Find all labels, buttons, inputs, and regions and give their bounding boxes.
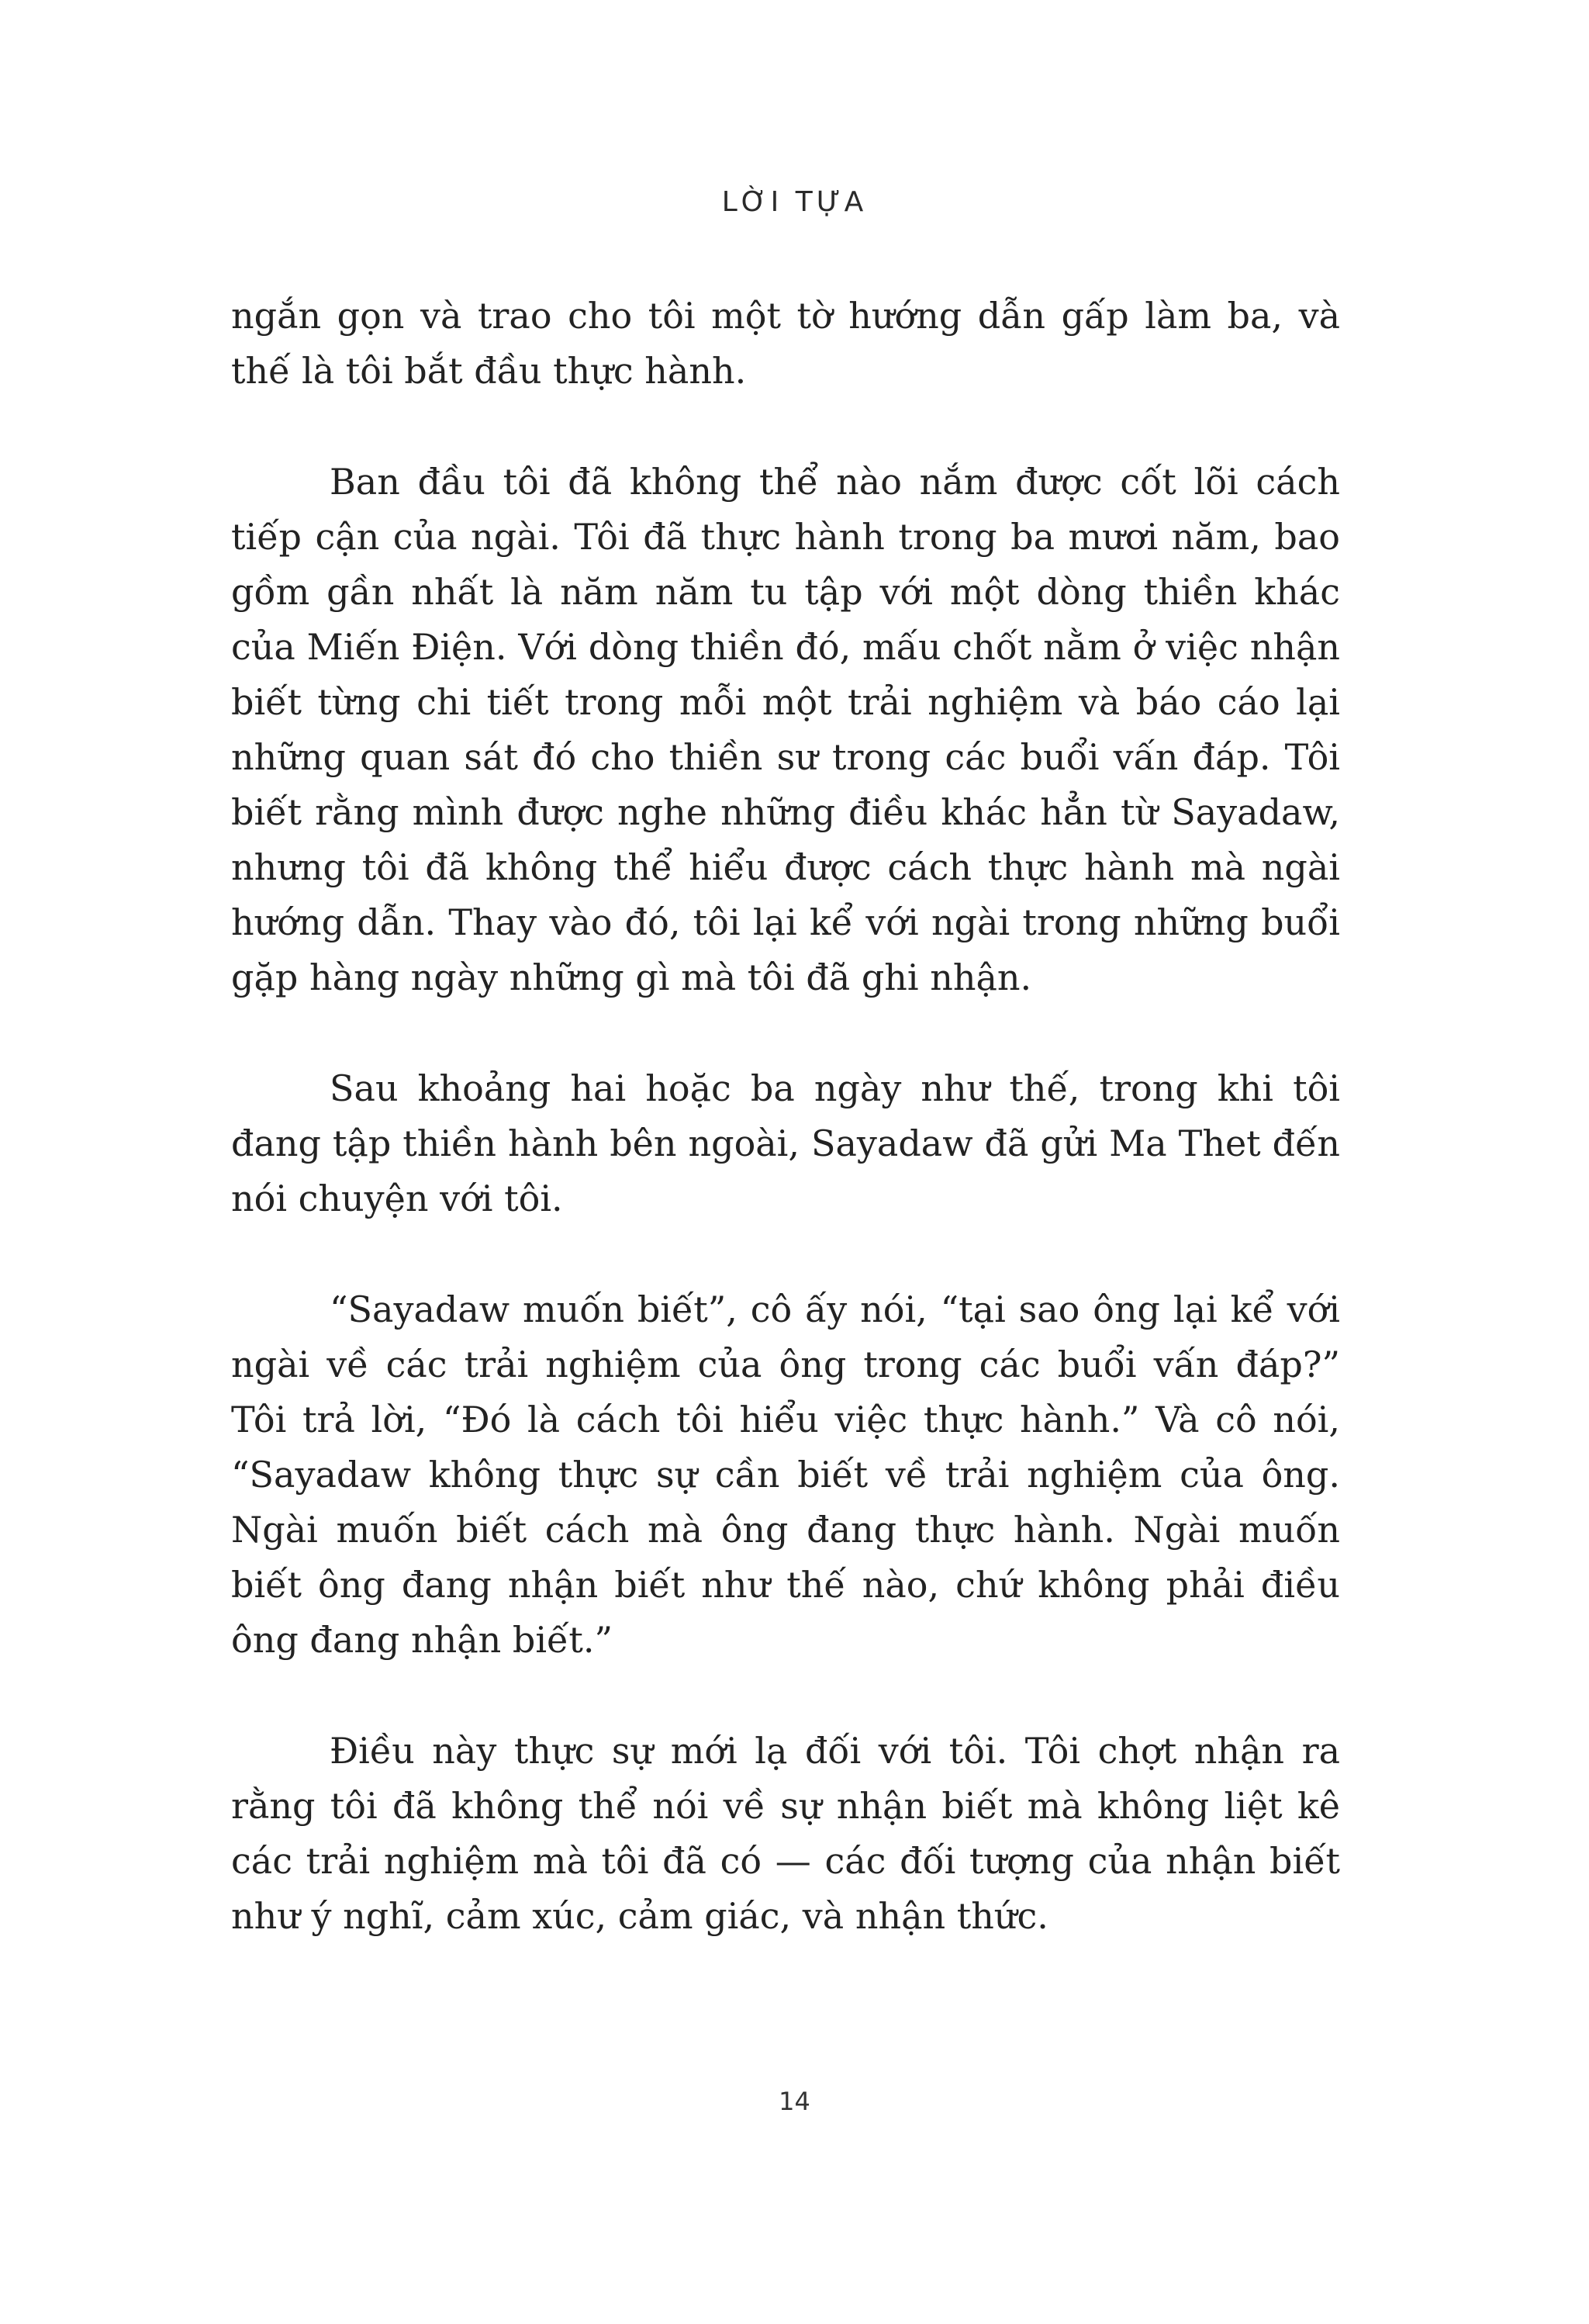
paragraph-1: ngắn gọn và trao cho tôi một tờ hướng dẫn gấp làm ba, và thế là tôi bắt đầu thực hành. [231,295,1340,392]
paragraph-3: Sau khoảng hai hoặc ba ngày như thế, trong khi tôi đang tập thiền hành bên ngoài, Sayadaw đã gửi Ma Thet đến nói chuyện với tôi. [231,1067,1340,1219]
paragraph-5: Điều này thực sự mới lạ đối với tôi. Tôi chợt nhận ra rằng tôi đã không thể nói về sự nhận biết mà không liệt kê các trải nghiệm mà tôi đã có — các đối tượng của nhận biết như ý nghĩ, cảm xúc, cảm giác, và nhận thức. [231,1730,1340,1937]
page-number: 14 [779,2087,810,2116]
body-text [231,289,1340,2000]
paragraph-4: “Sayadaw muốn biết”, cô ấy nói, “tại sao ông lại kể với ngài về các trải nghiệm của ông trong các buổi vấn đáp?” Tôi trả lời, “Đó là cách tôi hiểu việc thực hành.” Và cô nói, “Sayadaw không thực sự cần biết về trải nghiệm của ông. Ngài muốn biết cách mà ông đang thực hành. Ngài muốn biết ông đang nhận biết như thế nào, chứ không phải điều ông đang nhận biết.” [231,1288,1340,1661]
paragraph-2: Ban đầu tôi đã không thể nào nắm được cốt lõi cách tiếp cận của ngài. Tôi đã thực hành trong ba mươi năm, bao gồm gần nhất là năm năm tu tập với một dòng thiền khác của Miến Điện. Với dòng thiền đó, mấu chốt nằm ở việc nhận biết từng chi tiết trong mỗi một trải nghiệm và báo cáo lại những quan sát đó cho thiền sư trong các buổi vấn đáp. Tôi biết rằng mình được nghe những điều khác hẳn từ Sayadaw, nhưng tôi đã không thể hiểu được cách thực hành mà ngài hướng dẫn. Thay vào đó, tôi lại kể với ngài trong những buổi gặp hàng ngày những gì mà tôi đã ghi nhận. [231,461,1340,998]
running-header: LỜI TỰA [721,186,868,218]
